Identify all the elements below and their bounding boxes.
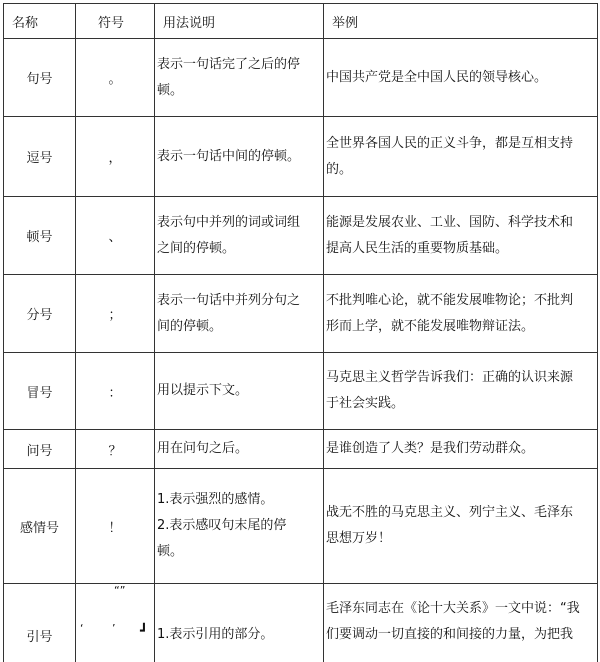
usage-line: 之间的停顿。 [157,240,236,256]
usage-line: 间的停顿。 [157,318,223,334]
example-line: 毛泽东同志在《论十大关系》一文中说：“我 [326,601,580,616]
example-line: 们要调动一切直接的和间接的力量，为把我 [326,627,574,642]
example-line: 不批判唯心论，就不能发展唯物论；不批判 [326,292,574,308]
table-row [4,197,598,275]
example-line: 中国共产党是全中国人民的领导核心。 [326,69,548,85]
cell-symbol: ？ [76,430,155,469]
cell-symbol: 、 [76,197,155,275]
usage-line: 用以提示下文。 [157,383,249,398]
usage-line: 表示一句话完了之后的停 [157,56,301,72]
cell-symbol: ， [76,117,155,197]
table-row [4,353,598,430]
cell-symbol: ： [76,353,155,430]
cell-usage [155,430,324,469]
example-line: 全世界各国人民的正义斗争，都是互相支持 [326,135,574,151]
cell-symbol: 。 [76,39,155,117]
cell-usage [155,353,324,430]
example-line: 的。 [326,161,353,177]
cell-name: 分号 [4,275,76,353]
usage-line: 表示一句话中并列分句之 [157,292,301,308]
cell-name: 问号 [4,430,76,469]
cell-name: 顿号 [4,197,76,275]
usage-line: 1.表示强烈的感情。 [157,492,274,507]
cell-usage [155,469,324,584]
header-name: 名称 [4,4,76,39]
punctuation-table [3,3,598,662]
cell-example [324,469,598,584]
cell-example [324,117,598,197]
cell-symbol: ！ [76,469,155,584]
example-line: 形而上学，就不能发展唯物辩证法。 [326,318,535,334]
table-row [4,430,598,469]
usage-line: 1.表示引用的部分。 [157,627,274,642]
cell-name: 句号 [4,39,76,117]
cell-example [324,275,598,353]
table-row [4,117,598,197]
usage-line: 用在问句之后。 [157,441,249,456]
cell-name: 引号 [4,584,76,662]
usage-line: 表示一句话中间的停顿。 [157,148,301,164]
quote-symbol-open: “” [114,584,126,597]
cell-usage [155,275,324,353]
cell-example [324,197,598,275]
example-line: 于社会实践。 [326,396,405,411]
header-usage: 用法说明 [155,4,324,39]
quote-symbol-right: ┛ [140,624,148,639]
cell-symbol: ； [76,275,155,353]
cell-usage [155,39,324,117]
table-row [4,584,598,662]
example-line: 是谁创造了人类？是我们劳动群众。 [326,441,535,456]
example-line: 提高人民生活的重要物质基础。 [326,240,509,256]
usage-line: 2.表示感叹句末尾的停 [157,518,287,533]
table-row [4,275,598,353]
cell-name: 逗号 [4,117,76,197]
example-line: 思想万岁！ [326,531,392,546]
example-line: 马克思主义哲学告诉我们：正确的认识来源 [326,370,574,385]
usage-line: 顿。 [157,544,184,559]
cell-name: 感情号 [4,469,76,584]
cell-symbol [76,584,155,662]
cell-usage [155,197,324,275]
cell-example [324,430,598,469]
quote-symbol-group [78,584,152,658]
example-line: 战无不胜的马克思主义、列宁主义、毛泽东 [326,505,574,520]
cell-example [324,584,598,662]
usage-line: 表示句中并列的词或词组 [157,214,301,230]
table-row [4,39,598,117]
cell-usage [155,117,324,197]
example-line: 能源是发展农业、工业、国防、科学技术和 [326,214,574,230]
cell-example [324,39,598,117]
usage-line: 顿。 [157,82,184,98]
cell-example [324,353,598,430]
table-row [4,469,598,584]
cell-name: 冒号 [4,353,76,430]
header-example: 举例 [324,4,598,39]
quote-symbol-mid: ’ [112,622,116,635]
quote-symbol-left: ‘ [80,622,84,635]
cell-usage [155,584,324,662]
header-symbol: 符号 [76,4,155,39]
header-row [4,4,598,39]
